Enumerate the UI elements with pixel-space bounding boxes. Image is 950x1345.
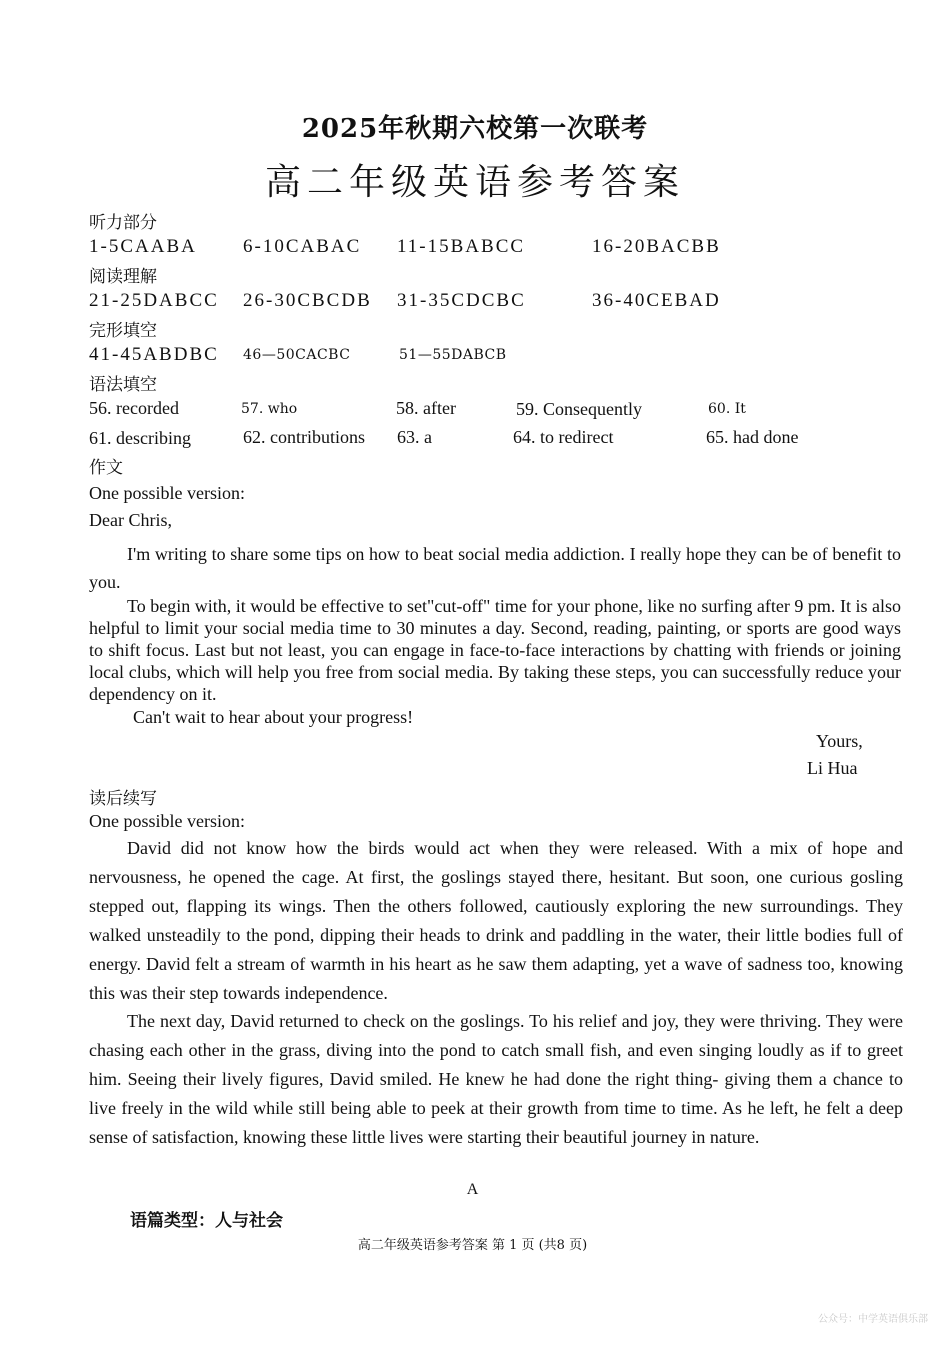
letter-greeting: Dear Chris, — [89, 510, 172, 530]
grammar-item-63: 63. a — [397, 427, 432, 447]
watermark: 公众号：中学英语俱乐部 — [818, 1314, 928, 1325]
page-footer: 高二年级英语参考答案 第 1 页 (共8 页) — [357, 1238, 588, 1253]
listening-answers-1: 1-5CAABA — [89, 236, 197, 257]
grammar-item-56: 56. recorded — [89, 398, 179, 418]
reading-answers-3: 31-35CDCBC — [397, 290, 526, 311]
continuation-heading: 读后续写 — [89, 789, 157, 809]
grammar-item-61: 61. describing — [89, 428, 191, 448]
cloze-answers-2: 46—50CACBC — [243, 347, 351, 363]
letter-signature: Li Hua — [807, 758, 858, 778]
cloze-heading: 完形填空 — [89, 321, 157, 341]
letter-paragraph-1: I'm writing to share some tips on how to beat social media addiction. I really hope they can be of benefit to you. — [89, 544, 901, 592]
continuation-paragraph-2: The next day, David returned to check on the goslings. To his relief and joy, they were thriving. They were chasing each other in the grass, diving into the pond to catch small fish, and even singing loudly as if to greet him. Seeing their lively figures, David smiled. He knew he had done the right thing- giving them a chance to live freely in the wild while still being able to peek at their growth from time to time. As he left, he felt a deep sense of satisfaction, knowing these little lives were starting their beautiful journey in nature. — [89, 1011, 903, 1147]
letter-closing: Yours, — [816, 731, 863, 751]
grammar-heading: 语法填空 — [89, 375, 157, 395]
grammar-item-60: 60. It — [708, 401, 746, 417]
grammar-item-64: 64. to redirect — [513, 427, 614, 447]
listening-answers-4: 16-20BACBB — [592, 236, 721, 257]
passage-label: A — [466, 1181, 479, 1198]
reading-answers-4: 36-40CEBAD — [592, 290, 721, 311]
reading-answers-2: 26-30CBCDB — [243, 290, 372, 311]
reading-heading: 阅读理解 — [89, 267, 157, 287]
reading-answers-1: 21-25DABCC — [89, 290, 219, 311]
writing-heading: 作文 — [89, 458, 123, 478]
grammar-item-65: 65. had done — [706, 427, 799, 447]
continuation-intro: One possible version: — [89, 811, 245, 831]
exam-title: 2025年秋期六校第一次联考 — [301, 114, 649, 144]
grammar-item-58: 58. after — [396, 398, 456, 418]
cloze-answers-1: 41-45ABDBC — [89, 344, 219, 365]
listening-answers-3: 11-15BABCC — [397, 236, 526, 257]
answer-key-title: 高二年级英语参考答案 — [264, 162, 685, 203]
grammar-item-62: 62. contributions — [243, 427, 365, 447]
cloze-answers-3: 51—55DABCB — [399, 347, 507, 363]
grammar-item-57: 57. who — [241, 401, 298, 417]
listening-heading: 听力部分 — [89, 213, 157, 233]
passage-genre: 语篇类型：人与社会 — [130, 1211, 283, 1231]
letter-paragraph-2: To begin with, it would be effective to set"cut-off" time for your phone, like no surfing after 9 pm. It is also helpful to limit your social media time to 30 minutes a day. Second, reading, painting, or sports are good ways to shift focus. Last but not least, you can engage in face-to-face interactions by chatting with friends or joining local clubs, which will help you free from social media. By taking these steps, you can successfully reduce your dependency on it. — [89, 596, 901, 704]
letter-paragraph-3: Can't wait to hear about your progress! — [133, 707, 414, 727]
continuation-paragraph-1: David did not know how the birds would act when they were released. With a mix of hope and nervousness, he opened the cage. At first, the goslings stayed there, hesitant. But soon, one curious gosling stepped out, flapping its wings. Then the others followed, cautiously exploring the new surroundings. They walked unsteadily to the pond, dipping their heads to drink and paddling in the water, their little bodies full of energy. David felt a stream of warmth in his heart as he saw them adapting, yet a wave of sadness too, knowing this was their step towards independence. — [89, 838, 903, 1003]
grammar-item-59: 59. Consequently — [516, 399, 642, 419]
listening-answers-2: 6-10CABAC — [243, 236, 362, 257]
writing-intro: One possible version: — [89, 483, 245, 503]
